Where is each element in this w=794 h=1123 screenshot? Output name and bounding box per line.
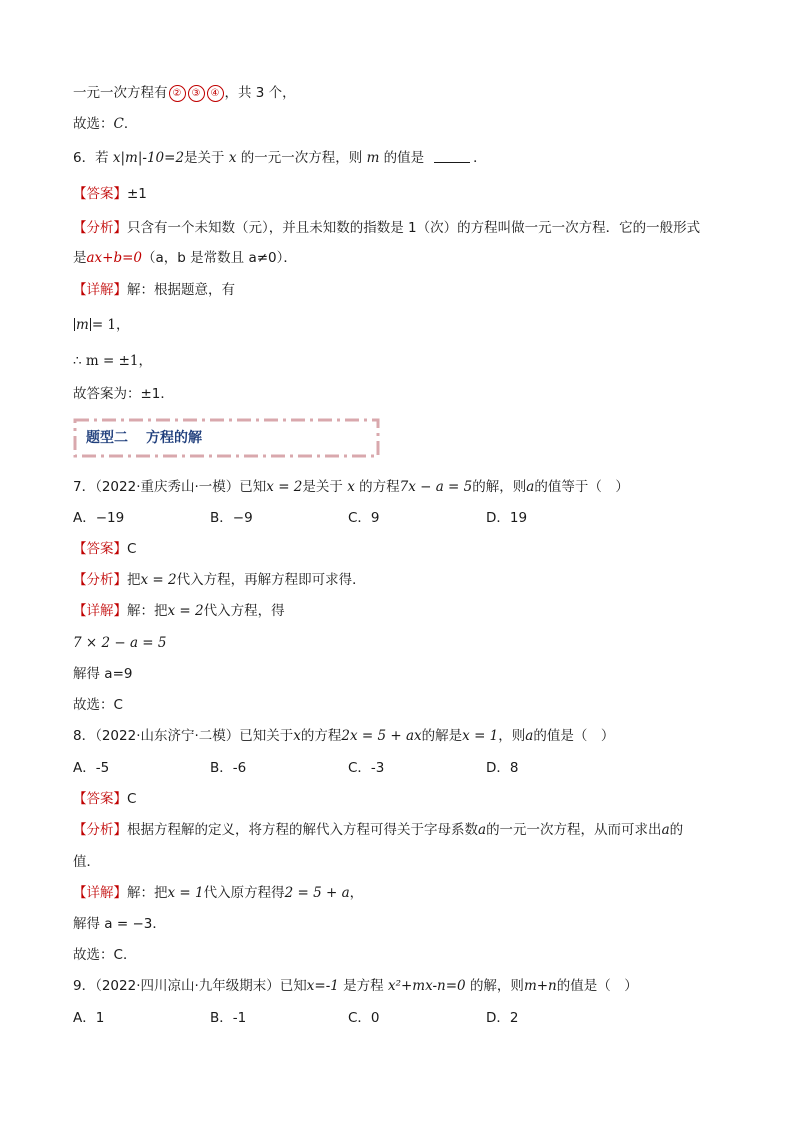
solve-line: 解得 a = −3． [73,916,166,932]
analysis-tag: 【分析】 [73,822,127,838]
analysis-line-2: 值． [73,854,100,870]
question-9-stem: 9．（2022·四川凉山·九年级期末）已知x=-1 是方程 x²+mx-n=0 的解，则m+n的值是（ ） [73,978,638,994]
analysis-line-2: 是ax+b=0（a，b 是常数且 a≠0）． [73,250,297,266]
option-d: D．19 [486,510,528,526]
option-c: C．9 [348,510,380,526]
circled-number: ④ [207,85,224,102]
detail-tag: 【详解】 [73,885,127,901]
question-7-stem: 7．（2022·重庆秀山·一模）已知x = 2是关于 x 的方程7x − a = 5的解，则a的值等于（ ） [73,479,629,495]
option-c: C．0 [348,1010,380,1026]
section-title: 题型二 方程的解 [86,430,202,446]
conclusion-line: 故选：C [73,697,123,713]
answer-blank [434,148,470,163]
analysis-line: 【分析】根据方程解的定义，将方程的解代入方程可得关于字母系数a的一元一次方程，从而可求出a的 [73,822,684,838]
prev-solution-line: 一元一次方程有 ② ③ ④ ，共 3 个， [73,85,296,101]
option-b: B．-1 [210,1010,247,1026]
answer-tag: 【答案】 [73,186,127,202]
option-a: A．-5 [73,760,110,776]
answer-tag: 【答案】 [73,541,127,557]
detail-line: 【详解】解：把x = 1代入原方程得2 = 5 + a， [73,885,364,901]
option-b: B．-6 [210,760,247,776]
circled-number: ② [169,85,186,102]
option-a: A．1 [73,1010,105,1026]
conclusion-line: 故答案为：±1． [73,386,174,402]
analysis-line: 【分析】只含有一个未知数（元），并且未知数的指数是 1（次）的方程叫做一元一次方程．它的一般形式 [73,220,701,236]
detail-tag: 【详解】 [73,603,127,619]
detail-tag: 【详解】 [73,282,127,298]
option-c: C．-3 [348,760,385,776]
work-step: 7 × 2 − a = 5 [73,635,167,651]
option-a: A．−19 [73,510,125,526]
option-d: D．2 [486,1010,519,1026]
question-8-stem: 8．（2022·山东济宁·二模）已知关于x的方程2x = 5 + ax的解是x = 1，则a的值是（ ） [73,728,615,744]
option-b: B．−9 [210,510,253,526]
analysis-tag: 【分析】 [73,220,127,236]
analysis-line: 【分析】把x = 2代入方程，再解方程即可求得． [73,572,366,588]
answer-tag: 【答案】 [73,791,127,807]
answer-line: 【答案】C [73,541,137,557]
answer-line: 【答案】C [73,791,137,807]
conclusion-line: 故选：C． [73,947,137,963]
work-step: m = 1， [76,317,130,333]
answer-line: 【答案】±1 [73,186,147,202]
option-d: D．8 [486,760,519,776]
detail-line: 【详解】解：根据题意，有 [73,282,235,298]
detail-line: 【详解】解：把x = 2代入方程，得 [73,603,285,619]
question-6-stem: 6．若 x|m|-10=2是关于 x 的一元一次方程，则 m 的值是 ． [73,150,487,166]
circled-number: ③ [188,85,205,102]
prev-conclusion: 故选：C． [73,116,138,132]
work-step: ∴ m = ±1， [73,353,152,369]
analysis-tag: 【分析】 [73,572,127,588]
solve-line: 解得 a=9 [73,666,133,682]
